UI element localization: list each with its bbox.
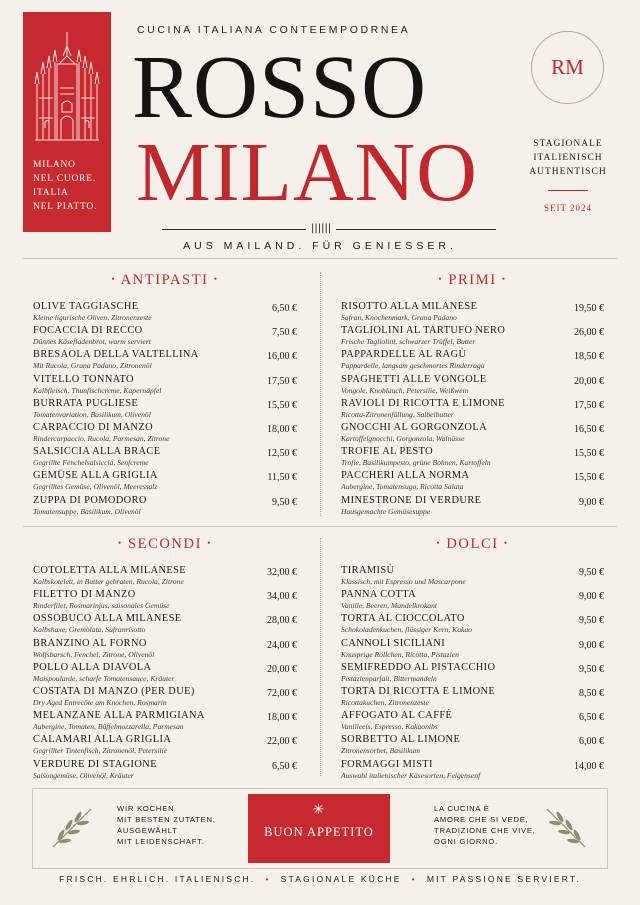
menu-item xyxy=(341,446,604,470)
menu-item-price: 19,50 € xyxy=(574,303,604,314)
menu-item-description: Gegrillter Tintenfisch, Zitronenöl, Petersilie xyxy=(33,746,168,756)
menu-item-price: 28,00 € xyxy=(267,615,297,627)
menu-item-name: BRESAOLA DELLA VALTELLINA xyxy=(33,349,199,361)
menu-item-name: PACCHERI ALLA NORMA xyxy=(341,470,470,482)
bottom-tag-item: MIT PASSIONE SERVIERT. xyxy=(426,874,581,884)
menu-item-price: 6,00 € xyxy=(579,736,604,748)
menu-item-name: COSTATA DI MANZO (PER DUE) xyxy=(33,685,195,697)
motto-line: NEL CUORE. xyxy=(33,174,97,184)
section-dolci xyxy=(341,536,604,783)
menu-item-description: Saisongemüse, Olivenöl, Kräuter xyxy=(33,770,134,780)
menu-item-name: TROFIE AL PESTO xyxy=(341,446,434,458)
menu-item-description: Kleine ligurische Oliven, Zitronenzeste xyxy=(33,313,152,322)
menu-item-price: 18,50 € xyxy=(574,351,604,363)
menu-item xyxy=(33,446,297,470)
side-tag-line: STAGIONALE xyxy=(533,139,603,149)
ornament-line-left xyxy=(162,229,306,230)
menu-item-price: 11,50 € xyxy=(267,472,297,484)
footer-line: MIT LEIDENSCHAFT. xyxy=(117,837,205,846)
menu-item xyxy=(341,613,604,637)
menu-item-name: TORTA AL CIOCCOLATO xyxy=(341,613,465,625)
menu-item xyxy=(341,759,604,783)
menu-item-price: 16,00 € xyxy=(267,351,297,363)
menu-item-description: Kalbshaxe, Gremolata, Safranrisotto xyxy=(33,625,146,635)
menu-item-description: Klassisch, mit Espresso und Mascarpone xyxy=(341,577,466,586)
menu-item-name: VERDURE DI STAGIONE xyxy=(33,758,157,770)
menu-item xyxy=(341,349,604,373)
menu-item xyxy=(341,638,604,662)
menu-item xyxy=(33,422,297,446)
menu-item-name: TIRAMISÙ xyxy=(341,565,395,576)
menu-item-name: CARPACCIO DI MANZO xyxy=(33,421,153,433)
motto-line: MILANO xyxy=(33,160,76,170)
menu-item-description: Mit Rucola, Grana Padano, Zitronenöl xyxy=(33,361,152,371)
menu-item xyxy=(341,662,604,686)
menu-item xyxy=(341,422,604,446)
menu-item-name: CANNOLI SICILIANI xyxy=(341,637,446,649)
menu-item-price: 6,50 € xyxy=(272,303,297,314)
menu-item-description: Gegrilltes Gemüse, Olivenöl, Meeressalz xyxy=(33,482,158,492)
column-divider-lower xyxy=(320,538,321,776)
menu-item-description: Vanilleeis, Espresso, Kakaonibs xyxy=(341,722,438,732)
ornament-line-right xyxy=(336,229,496,230)
menu-item-price: 12,50 € xyxy=(267,448,297,460)
menu-item-description: Vanille, Beeren, Mandelkrokant xyxy=(341,601,438,611)
column-divider-upper xyxy=(320,272,321,516)
menu-item xyxy=(341,470,604,494)
menu-item-price: 16,50 € xyxy=(574,423,604,435)
menu-item-name: PAPPARDELLE AL RAGÙ xyxy=(341,349,467,361)
menu-item-price: 18,00 € xyxy=(267,712,297,724)
monogram-badge xyxy=(531,31,604,104)
section-title-text: DOLCI xyxy=(446,536,499,552)
menu-item xyxy=(341,686,604,710)
since-label: SEIT 2024 xyxy=(543,203,593,213)
footer-line: AUSGEWÄHLT xyxy=(117,826,178,835)
menu-item xyxy=(33,349,297,373)
menu-item xyxy=(341,710,604,734)
menu-item-price: 15,50 € xyxy=(267,399,297,411)
menu-item xyxy=(341,398,604,422)
menu-item xyxy=(33,734,297,758)
menu-item-description: Aubergine, Tomatensugo, Ricotta Salata xyxy=(341,482,464,492)
menu-item-description: Knusprige Röllchen, Ricotta, Pistazien xyxy=(341,649,459,659)
divider-top xyxy=(23,258,617,259)
menu-item-price: 17,50 € xyxy=(574,399,604,411)
menu-item-description: Gegrillte Fenchelsalsiccia, Senfcreme xyxy=(33,458,149,468)
menu-item xyxy=(33,374,297,398)
footer-line: OGNI GIORNO. xyxy=(434,837,499,846)
menu-item-price: 20,00 € xyxy=(574,375,604,387)
menu-item-name: ZUPPA DI POMODORO xyxy=(33,494,147,506)
bottom-tagline xyxy=(0,874,640,884)
menu-item-name: PANNA COTTA xyxy=(341,589,417,601)
buon-appetito-text: BUON APPETITO xyxy=(264,825,374,839)
menu-item-price: 14,00 € xyxy=(574,760,604,772)
menu-item-description: Auswahl italienischer Käsesorten, Feigensenf xyxy=(341,770,481,780)
menu-item-name: MINESTRONE DI VERDURE xyxy=(341,494,482,506)
menu-item-description: Aubergine, Tomaten, Büffelmozzarella, Parmesan xyxy=(33,722,184,732)
menu-item-description: Maispoularde, scharfe Tomatensauce, Kräuter xyxy=(33,673,175,683)
motto-line: NEL PIATTO. xyxy=(33,202,98,212)
menu-item-name: MELANZANE ALLA PARMIGIANA xyxy=(33,710,205,722)
menu-item xyxy=(33,686,297,710)
menu-item-price: 15,50 € xyxy=(574,448,604,460)
monogram-text: RM xyxy=(551,55,584,79)
menu-item-description: Trofie, Basilikumpesto, grüne Bohnen, Kartoffeln xyxy=(341,458,491,468)
menu-item-price: 26,00 € xyxy=(574,327,604,339)
menu-item xyxy=(341,495,604,519)
bullet-separator: • xyxy=(411,874,417,884)
menu-item-description: Zitronensorbet, Basilikum xyxy=(341,746,421,756)
title-milano: MILANO xyxy=(136,126,478,219)
menu-list xyxy=(33,565,297,783)
bottom-tag-item: FRISCH. EHRLICH. ITALIENISCH. xyxy=(59,874,256,884)
menu-item-name: RAVIOLI DI RICOTTA E LIMONE xyxy=(341,397,505,409)
menu-item-description: Ricotta-Zitronenfüllung, Salbeibutter xyxy=(341,409,454,419)
ornament-bars-icon: |||||| xyxy=(311,223,332,234)
section-title-text: PRIMI xyxy=(448,272,497,288)
menu-item xyxy=(341,301,604,325)
section-title-text: SECONDI xyxy=(127,536,203,552)
menu-item-price: 34,00 € xyxy=(267,591,297,603)
menu-item-description: Kalbskotelett, in Butter gebraten, Rucola, Zitrone xyxy=(33,577,184,586)
menu-item xyxy=(341,565,604,589)
menu-item-description: Ricottakuchen, Zitronenzeste xyxy=(341,697,429,707)
menu-item xyxy=(33,565,297,589)
menu-item-price: 8,50 € xyxy=(579,687,604,699)
menu-item-name: GEMÜSE ALLA GRIGLIA xyxy=(33,470,158,482)
menu-item-name: OLIVE TAGGIASCHE xyxy=(33,301,139,312)
menu-item-price: 9,50 € xyxy=(579,567,604,578)
menu-item-description: Tomatenvariation, Basilikum, Olivenöl xyxy=(33,409,151,419)
menu-item-name: VITELLO TONNATO xyxy=(33,373,134,385)
menu-item xyxy=(33,759,297,783)
menu-item-name: TORTA DI RICOTTA E LIMONE xyxy=(341,685,496,697)
buon-appetito-banner xyxy=(248,794,390,863)
menu-item-description: Pistazienparfait, Bittermandeln xyxy=(341,673,437,683)
footer-left-text xyxy=(117,803,216,847)
menu-item-price: 18,00 € xyxy=(267,423,297,435)
menu-item-name: AFFOGATO AL CAFFÈ xyxy=(341,710,453,722)
menu-list xyxy=(341,301,604,519)
menu-item-price: 32,00 € xyxy=(267,567,297,578)
menu-item-name: BRANZINO AL FORNO xyxy=(33,637,147,649)
sparkle-icon: ✳ xyxy=(312,803,326,818)
menu-item xyxy=(341,325,604,349)
menu-item-price: 9,50 € xyxy=(579,615,604,627)
section-title: • DOLCI • xyxy=(436,536,509,552)
footer-line: LA CUCINA È xyxy=(434,804,490,813)
menu-item xyxy=(33,589,297,613)
menu-item-price: 6,50 € xyxy=(579,712,604,724)
menu-item-name: POLLO ALLA DIAVOLA xyxy=(33,661,152,673)
section-secondi xyxy=(33,536,297,783)
bottom-tag-item: STAGIONALE KÜCHE xyxy=(280,874,402,884)
side-divider xyxy=(548,190,588,191)
menu-item-description: Tomatensuppe, Basilikum, Olivenöl xyxy=(33,506,141,516)
menu-item-name: FOCACCIA DI RECCO xyxy=(33,325,143,337)
menu-item-description: Vongole, Knoblauch, Petersilie, Weißwein xyxy=(341,385,469,395)
menu-item xyxy=(33,613,297,637)
header-motto xyxy=(33,158,97,214)
menu-item-price: 9,50 € xyxy=(579,663,604,675)
menu-item xyxy=(33,638,297,662)
menu-item xyxy=(341,374,604,398)
menu-item-price: 72,00 € xyxy=(267,687,297,699)
menu-item-description: Rinderfilet, Rosmarinjus, saisonales Gemüse xyxy=(33,601,170,611)
menu-item-name: CALAMARI ALLA GRIGLIA xyxy=(33,734,172,746)
menu-item-description: Wolfsbarsch, Fenchel, Zitrone, Olivenöl xyxy=(33,649,155,659)
menu-item xyxy=(33,662,297,686)
menu-item-price: 24,00 € xyxy=(267,639,297,651)
header-red-panel xyxy=(23,12,111,232)
motto-line: ITALIA xyxy=(33,188,69,198)
section-title: • ANTIPASTI • xyxy=(111,272,219,288)
footer-right-text xyxy=(434,803,536,847)
menu-item-name: BURRATA PUGLIESE xyxy=(33,397,139,409)
side-tag-line: ITALIENISCH xyxy=(533,153,603,163)
title-rosso: ROSSO xyxy=(132,38,428,137)
menu-item-price: 22,00 € xyxy=(267,736,297,748)
footer-line: TRADIZIONE CHE VIVE, xyxy=(434,826,536,835)
menu-item-name: FILETTO DI MANZO xyxy=(33,589,136,601)
menu-item xyxy=(33,301,297,325)
menu-item-price: 9,00 € xyxy=(579,591,604,603)
divider-middle xyxy=(23,526,617,527)
header-tagline: CUCINA ITALIANA CONTEEMPODRNEA xyxy=(137,24,411,36)
menu-item-name: SEMIFREDDO AL PISTACCHIO xyxy=(341,661,496,673)
menu-item-name: FORMAGGI MISTI xyxy=(341,758,433,770)
menu-item xyxy=(341,734,604,758)
menu-item-description: Dry Aged Entrecôte am Knochen, Rosmarin xyxy=(33,697,167,707)
menu-item-name: COTOLETTA ALLA MILANESE xyxy=(33,565,187,576)
menu-item-description: Pappardelle, langsam geschmortes Rinderragù xyxy=(341,361,485,371)
footer-line: MIT BESTEN ZUTATEN, xyxy=(117,815,216,824)
menu-list xyxy=(33,301,297,519)
section-primi xyxy=(341,272,604,519)
menu-item-description: Kartoffelgnocchi, Gorgonzola, Walnüsse xyxy=(341,433,465,443)
header-side-tags xyxy=(520,137,616,179)
bullet-separator: • xyxy=(265,874,271,884)
menu-item-description: Schokoladenkuchen, flüssiger Kern, Kakao xyxy=(341,625,472,635)
menu-item-name: SALSICCIA ALLA BRACE xyxy=(33,446,161,458)
menu-item-name: GNOCCHI AL GORGONZOLA xyxy=(341,421,487,433)
menu-item-description: Kalbfleisch, Thunfischcreme, Kapernäpfel xyxy=(33,385,162,395)
olive-branch-right-icon xyxy=(543,805,589,851)
side-tag-line: AUTHENTISCH xyxy=(529,167,607,177)
olive-branch-left-icon xyxy=(49,805,95,851)
menu-item-price: 9,00 € xyxy=(579,496,604,508)
menu-item-name: RISOTTO ALLA MILANESE xyxy=(341,301,478,312)
section-title-text: ANTIPASTI xyxy=(120,272,209,288)
menu-item-description: Dünnes Käsefladenbrot, warm serviert xyxy=(33,337,151,347)
menu-item-price: 7,50 € xyxy=(272,327,297,339)
header-subtitle: AUS MAILAND. FÜR GENIESSER. xyxy=(183,240,457,252)
menu-item xyxy=(341,589,604,613)
menu-item-price: 17,50 € xyxy=(267,375,297,387)
menu-item-description: Hausgemachte Gemüsesuppe xyxy=(341,506,431,516)
section-title: • SECONDI • xyxy=(117,536,213,552)
menu-item-description: Safran, Knochenmark, Grana Padano xyxy=(341,313,457,322)
menu-item-description: Rindercarpaccio, Rucola, Parmesan, Zitrone xyxy=(33,433,170,443)
footer-line: WIR KOCHEN xyxy=(117,804,175,813)
menu-item xyxy=(33,398,297,422)
menu-item-price: 9,50 € xyxy=(272,496,297,508)
milan-cathedral-icon xyxy=(29,28,105,144)
menu-item-name: SORBETTO AL LIMONE xyxy=(341,734,461,746)
section-antipasti xyxy=(33,272,297,519)
menu-item-price: 20,00 € xyxy=(267,663,297,675)
menu-item xyxy=(33,470,297,494)
menu-item-name: SPAGHETTI ALLE VONGOLE xyxy=(341,373,487,385)
menu-item-price: 15,50 € xyxy=(574,472,604,484)
menu-item xyxy=(33,325,297,349)
menu-item-price: 9,00 € xyxy=(579,639,604,651)
menu-item xyxy=(33,495,297,519)
menu-item xyxy=(33,710,297,734)
footer-line: AMORE CHE SI VEDE, xyxy=(434,815,529,824)
menu-item-description: Frische Tagliolini, schwarzer Trüffel, Butter xyxy=(341,337,476,347)
menu-item-name: TAGLIOLINI AL TARTUFO NERO xyxy=(341,325,506,337)
section-title: • PRIMI • xyxy=(438,272,507,288)
menu-item-price: 6,50 € xyxy=(272,760,297,772)
menu-item-name: OSSOBUCO ALLA MILANESE xyxy=(33,613,182,625)
menu-list xyxy=(341,565,604,783)
